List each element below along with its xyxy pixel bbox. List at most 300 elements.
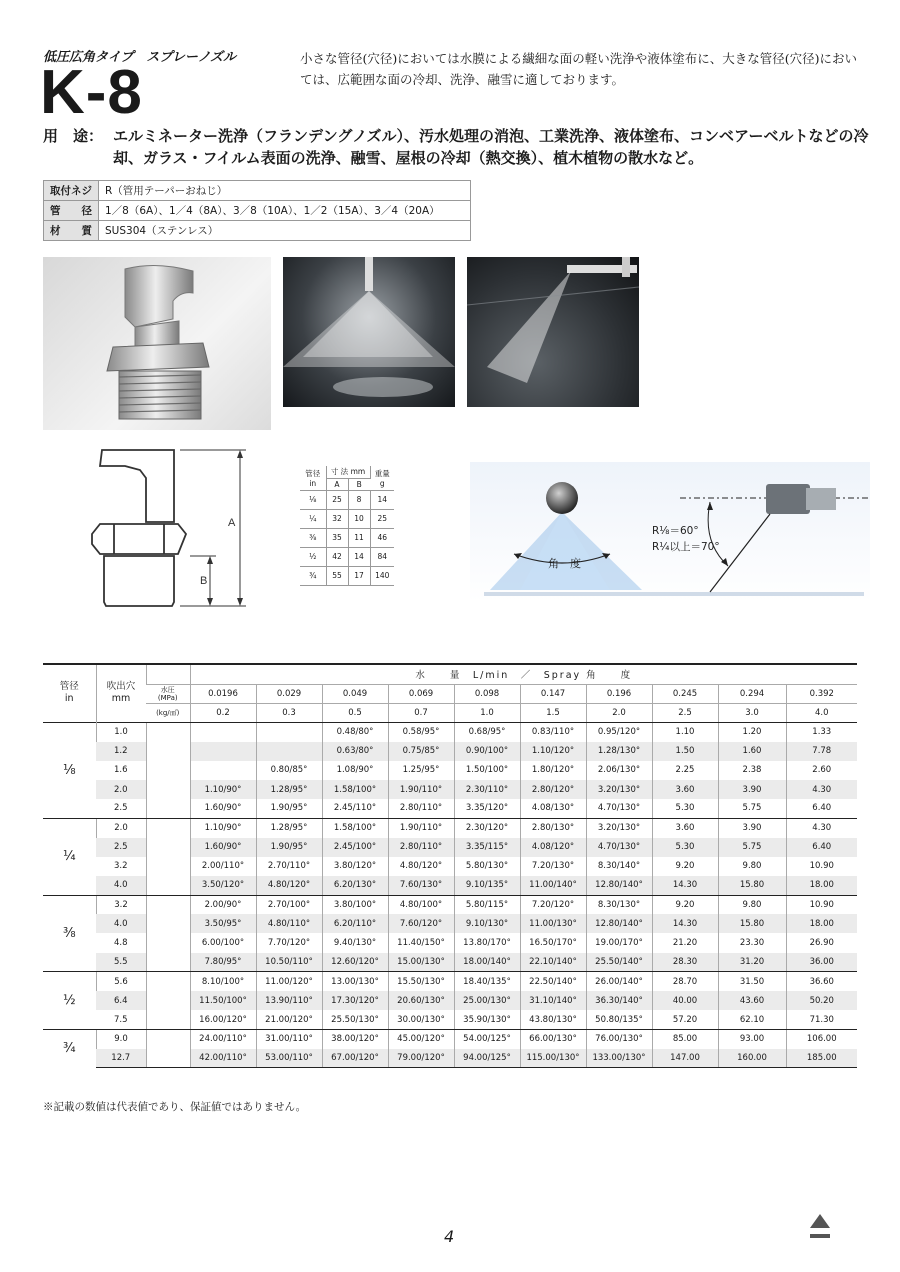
flow-value: 23.30 (718, 933, 786, 952)
flow-value: 4.30 (786, 780, 857, 799)
flow-value: 13.80/170° (454, 933, 520, 952)
flow-value: 3.60 (652, 780, 718, 799)
flow-value: 43.60 (718, 991, 786, 1010)
flow-value: 133.00/130° (586, 1049, 652, 1068)
spec-row (44, 201, 471, 221)
pressure-kg-cell: 2.0 (586, 703, 652, 722)
flow-value: 1.08/90° (322, 761, 388, 780)
flow-value: 106.00 (786, 1029, 857, 1048)
flow-value: 22.50/140° (520, 972, 586, 991)
flow-value: 18.40/135° (454, 972, 520, 991)
flow-value: 36.00 (786, 953, 857, 972)
dimension-row (300, 566, 394, 585)
flow-value: 3.50/95° (190, 914, 256, 933)
disclaimer-note: ※記載の数値は代表値であり、保証値ではありません。 (43, 1101, 307, 1113)
flow-value: 5.80/115° (454, 895, 520, 914)
pressure-mpa-cell: 0.049 (322, 684, 388, 703)
flow-value: 3.80/100° (322, 895, 388, 914)
spray-angle-illustration (470, 462, 870, 602)
dimension-a: 25 (326, 490, 348, 509)
flow-value: 8.30/140° (586, 857, 652, 876)
flow-row (43, 818, 857, 837)
dimension-weight: 140 (370, 566, 394, 585)
nozzle-photo (43, 257, 271, 430)
dimension-weight: 14 (370, 490, 394, 509)
flow-value: 6.00/100° (190, 933, 256, 952)
flow-value: 79.00/120° (388, 1049, 454, 1068)
spray-angle-label: 角 度 (548, 557, 581, 570)
usage-text: エルミネーター洗浄（フランデングノズル）、汚水処理の消泡、工業洗浄、液体塗布、コンベアーベルトなどの冷却、ガラス・フイルム表面の洗浄、融雪、屋根の冷却（熱交換）、植木植物の散水など。 (113, 127, 869, 167)
pressure-kg-cell: 2.5 (652, 703, 718, 722)
flow-orifice: 1.6 (113, 765, 128, 776)
flow-pipe-size: ¼ (43, 818, 96, 895)
flow-value: 28.30 (652, 953, 718, 972)
flow-value: 53.00/110° (256, 1049, 322, 1068)
flow-value: 35.90/130° (454, 1010, 520, 1029)
flow-row (43, 722, 857, 741)
flow-value: 5.30 (652, 838, 718, 857)
dimension-header-a: A (326, 478, 348, 490)
flow-value: 13.00/130° (322, 972, 388, 991)
flow-header-title: 水 量 L/min ／ Spray 角 度 (190, 664, 857, 684)
flow-orifice: 2.0 (96, 818, 146, 837)
dimension-header-size: 寸 法 mm (326, 466, 370, 478)
flow-gap-cell (146, 972, 190, 991)
flow-value: 7.80/95° (190, 953, 256, 972)
flow-value: 7.20/120° (520, 895, 586, 914)
flow-value: 0.90/100° (454, 742, 520, 761)
flow-value: 31.10/140° (520, 991, 586, 1010)
pressure-kg-cell: 1.5 (520, 703, 586, 722)
flow-gap-cell (146, 991, 190, 1010)
flow-value: 21.20 (652, 933, 718, 952)
flow-value: 16.00/120° (190, 1010, 256, 1029)
flow-value: 0.83/110° (520, 722, 586, 741)
flow-value: 40.00 (652, 991, 718, 1010)
flow-value: 11.00/130° (520, 914, 586, 933)
flow-value: 11.40/150° (388, 933, 454, 952)
dimension-row (300, 547, 394, 566)
product-subtitle: 低圧広角タイプ スプレーノズル (43, 50, 237, 65)
flow-value: 6.40 (786, 838, 857, 857)
dimension-b: 17 (348, 566, 370, 585)
flow-value: 1.90/110° (388, 780, 454, 799)
flow-gap-cell (146, 780, 190, 799)
flow-orifice: 2.0 (96, 780, 146, 799)
flow-value: 43.80/130° (520, 1010, 586, 1029)
spray-front-illustration (283, 257, 455, 407)
flow-gap-cell (146, 818, 190, 837)
dimension-row (300, 528, 394, 547)
flow-value: 2.60 (786, 761, 857, 780)
flow-value: 11.00/120° (256, 972, 322, 991)
flow-value: 2.06/130° (586, 761, 652, 780)
flow-value: 1.60/90° (190, 799, 256, 818)
flow-row (43, 1029, 857, 1048)
flow-value: 2.80/130° (520, 818, 586, 837)
flow-value: 19.00/170° (586, 933, 652, 952)
spec-row (44, 181, 471, 201)
flow-value: 2.80/120° (520, 780, 586, 799)
spray-side-illustration (467, 257, 639, 407)
spray-photo-front (283, 257, 455, 407)
back-to-top-icon[interactable] (808, 1212, 832, 1242)
flow-value: 12.60/120° (322, 953, 388, 972)
flow-value: 5.30 (652, 799, 718, 818)
flow-value: 93.00 (718, 1029, 786, 1048)
flow-row (43, 838, 857, 857)
flow-value: 7.60/120° (388, 914, 454, 933)
flow-value: 2.45/110° (322, 799, 388, 818)
flow-value: 9.20 (652, 857, 718, 876)
flow-value: 1.80/120° (520, 761, 586, 780)
dimension-a-label: A (228, 517, 236, 529)
flow-value: 1.58/100° (322, 818, 388, 837)
dimension-a: 42 (326, 547, 348, 566)
flow-value: 1.20 (718, 722, 786, 741)
flow-value: 4.80/110° (256, 914, 322, 933)
nozzle-illustration (43, 257, 271, 430)
flow-orifice: 6.4 (96, 991, 146, 1010)
flow-value (190, 722, 256, 741)
flow-value (256, 742, 322, 761)
flow-value: 21.00/120° (256, 1010, 322, 1029)
flow-value: 66.00/130° (520, 1029, 586, 1048)
flow-value: 0.75/85° (388, 742, 454, 761)
pressure-kg-cell: 0.5 (322, 703, 388, 722)
flow-row (43, 953, 857, 972)
flow-value: 3.60 (652, 818, 718, 837)
usage-label: 用 途： (43, 127, 104, 145)
spray-angle-r14: R¼以上＝70° (652, 541, 720, 553)
dimension-weight: 84 (370, 547, 394, 566)
flow-value: 4.70/130° (586, 799, 652, 818)
model-number: K-8 (40, 58, 143, 127)
page-number: 4 (444, 1227, 455, 1246)
flow-value: 5.75 (718, 838, 786, 857)
flow-orifice: 1.0 (96, 722, 146, 741)
flow-value: 5.80/130° (454, 857, 520, 876)
usage-section (43, 125, 873, 169)
flow-value: 12.80/140° (586, 876, 652, 895)
flow-value: 9.80 (718, 857, 786, 876)
flow-orifice: 4.8 (113, 938, 128, 949)
flow-value: 13.90/110° (256, 991, 322, 1010)
flow-value: 16.50/170° (520, 933, 586, 952)
flow-header-mpa-row (43, 684, 857, 703)
flow-value: 3.50/120° (190, 876, 256, 895)
flow-orifice: 1.2 (96, 742, 146, 761)
dimension-pipe: ¾ (300, 566, 326, 585)
flow-value: 7.60/130° (388, 876, 454, 895)
pressure-kg-cell: 3.0 (718, 703, 786, 722)
flow-value: 1.28/130° (586, 742, 652, 761)
flow-value: 8.10/100° (190, 972, 256, 991)
dimension-row (300, 509, 394, 528)
flow-value: 85.00 (652, 1029, 718, 1048)
flow-value: 2.30/120° (454, 818, 520, 837)
flow-value: 160.00 (718, 1049, 786, 1068)
flow-value (190, 742, 256, 761)
flow-value: 4.08/130° (520, 799, 586, 818)
flow-gap-cell (146, 838, 190, 857)
flow-value: 9.80 (718, 895, 786, 914)
flow-value: 9.40/130° (322, 933, 388, 952)
flow-value: 28.70 (652, 972, 718, 991)
flow-gap-cell (146, 857, 190, 876)
spec-value: 1／8（6A）、1／4（8A）、3／8（10A）、1／2（15A）、3／4（20A） (99, 201, 471, 221)
spray-angle-diagram (470, 462, 870, 602)
flow-value: 1.28/95° (256, 818, 322, 837)
flow-value: 57.20 (652, 1010, 718, 1029)
flow-value: 15.80 (718, 876, 786, 895)
flow-orifice: 2.5 (96, 838, 146, 857)
flow-value: 1.33 (786, 722, 857, 741)
dimension-b: 10 (348, 509, 370, 528)
flow-row (43, 1010, 857, 1029)
flow-value: 2.70/110° (256, 857, 322, 876)
flow-value: 45.00/120° (388, 1029, 454, 1048)
dimension-b: 14 (348, 547, 370, 566)
flow-value: 1.50/100° (454, 761, 520, 780)
flow-value: 1.10 (652, 722, 718, 741)
flow-value: 25.50/140° (586, 953, 652, 972)
flow-value: 18.00 (786, 876, 857, 895)
flow-gap-cell (146, 722, 190, 741)
dimension-b: 11 (348, 528, 370, 547)
flow-value: 4.30 (786, 818, 857, 837)
pressure-mpa-cell: 0.245 (652, 684, 718, 703)
flow-value: 30.00/130° (388, 1010, 454, 1029)
flow-orifice: 9.0 (96, 1029, 146, 1048)
flow-value: 0.95/120° (586, 722, 652, 741)
flow-value: 4.80/120° (256, 876, 322, 895)
flow-value: 22.10/140° (520, 953, 586, 972)
flow-pipe-size: ⅜ (43, 895, 96, 972)
dimension-header-pipe: 管径 in (300, 466, 326, 490)
flow-orifice: 5.6 (96, 972, 146, 991)
flow-value: 1.90/95° (256, 838, 322, 857)
flow-row (43, 914, 857, 933)
flow-gap-cell (146, 1029, 190, 1048)
pressure-mpa-cell: 0.098 (454, 684, 520, 703)
dimension-b-label: B (200, 575, 208, 587)
flow-value: 54.00/125° (454, 1029, 520, 1048)
flow-value: 1.90/110° (388, 818, 454, 837)
flow-value: 2.00/90° (190, 895, 256, 914)
pressure-kg-cell: 1.0 (454, 703, 520, 722)
dimension-header-b: B (348, 478, 370, 490)
spray-angle-r18: R⅛＝60° (652, 525, 699, 537)
pressure-kg-cell: 0.7 (388, 703, 454, 722)
flow-value: 10.90 (786, 895, 857, 914)
dimension-pipe: ¼ (300, 509, 326, 528)
pressure-mpa-cell: 0.196 (586, 684, 652, 703)
flow-pipe-size: ¾ (43, 1029, 96, 1067)
flow-value: 9.10/130° (454, 914, 520, 933)
flow-value: 0.80/85° (256, 761, 322, 780)
flow-value: 25.00/130° (454, 991, 520, 1010)
flow-value: 1.10/120° (520, 742, 586, 761)
flow-value: 17.30/120° (322, 991, 388, 1010)
pressure-kg-cell: 0.2 (190, 703, 256, 722)
flow-value: 31.20 (718, 953, 786, 972)
dimension-weight: 46 (370, 528, 394, 547)
flow-gap-cell (146, 953, 190, 972)
flow-pipe-size: ½ (43, 972, 96, 1030)
flow-value: 3.20/130° (586, 780, 652, 799)
flow-value: 8.30/130° (586, 895, 652, 914)
flow-value: 4.80/100° (388, 895, 454, 914)
flow-value: 1.28/95° (256, 780, 322, 799)
dimension-pipe: ⅛ (300, 490, 326, 509)
flow-row (43, 972, 857, 991)
flow-value: 1.10/90° (190, 818, 256, 837)
flow-gap-cell (146, 895, 190, 914)
flow-value: 1.25/95° (388, 761, 454, 780)
flow-value: 7.20/130° (520, 857, 586, 876)
flow-row (43, 742, 857, 761)
flow-value: 2.80/110° (388, 799, 454, 818)
flow-value: 5.75 (718, 799, 786, 818)
flow-row (43, 1049, 857, 1068)
pressure-mpa-cell: 0.0196 (190, 684, 256, 703)
dimension-header-row (300, 466, 394, 478)
flow-value: 25.50/130° (322, 1010, 388, 1029)
dimension-a: 32 (326, 509, 348, 528)
flow-value: 1.90/95° (256, 799, 322, 818)
flow-value: 18.00 (786, 914, 857, 933)
flow-value: 4.80/120° (388, 857, 454, 876)
flow-value: 185.00 (786, 1049, 857, 1068)
flow-value: 12.80/140° (586, 914, 652, 933)
flow-value: 2.00/110° (190, 857, 256, 876)
flow-value: 3.90 (718, 818, 786, 837)
pressure-kg-cell: 4.0 (786, 703, 857, 722)
flow-gap-cell (146, 876, 190, 895)
flow-value: 76.00/130° (586, 1029, 652, 1048)
flow-value: 50.20 (786, 991, 857, 1010)
dimension-pipe: ⅜ (300, 528, 326, 547)
flow-value: 3.35/120° (454, 799, 520, 818)
flow-value: 2.38 (718, 761, 786, 780)
spec-table (43, 180, 471, 241)
flow-value (256, 722, 322, 741)
flow-value: 18.00/140° (454, 953, 520, 972)
flow-header-mpa: 水圧 (MPa) (146, 684, 190, 703)
flow-value: 14.30 (652, 876, 718, 895)
spec-value: R（管用テーパーおねじ） (99, 181, 471, 201)
flow-value: 3.20/130° (586, 818, 652, 837)
dimension-table (300, 466, 394, 586)
flow-value: 71.30 (786, 1010, 857, 1029)
flow-orifice: 2.5 (96, 799, 146, 818)
flow-value: 4.70/130° (586, 838, 652, 857)
flow-value: 9.20 (652, 895, 718, 914)
flow-value: 10.90 (786, 857, 857, 876)
flow-value: 6.20/110° (322, 914, 388, 933)
flow-gap-cell (146, 742, 190, 761)
flow-value: 14.30 (652, 914, 718, 933)
flow-gap-cell (146, 1049, 190, 1068)
flow-value: 7.78 (786, 742, 857, 761)
flow-value: 31.00/110° (256, 1029, 322, 1048)
spec-row (44, 221, 471, 241)
dimension-weight: 25 (370, 509, 394, 528)
flow-orifice: 3.2 (113, 861, 128, 872)
flow-value: 62.10 (718, 1010, 786, 1029)
flow-value: 1.10/90° (190, 780, 256, 799)
dimension-a: 35 (326, 528, 348, 547)
flow-pipe-size: ⅛ (43, 722, 96, 818)
flow-value: 1.58/100° (322, 780, 388, 799)
pressure-kg-cell: 0.3 (256, 703, 322, 722)
flow-value (190, 761, 256, 780)
dimension-pipe: ½ (300, 547, 326, 566)
flow-value: 50.80/135° (586, 1010, 652, 1029)
flow-value: 67.00/120° (322, 1049, 388, 1068)
flow-value: 3.90 (718, 780, 786, 799)
flow-rate-body (43, 722, 857, 1067)
flow-value: 11.50/100° (190, 991, 256, 1010)
flow-value: 3.35/115° (454, 838, 520, 857)
flow-value: 0.68/95° (454, 722, 520, 741)
flow-value: 115.00/130° (520, 1049, 586, 1068)
flow-row (43, 991, 857, 1010)
flow-value: 0.48/80° (322, 722, 388, 741)
pressure-mpa-cell: 0.392 (786, 684, 857, 703)
flow-gap-cell (146, 914, 190, 933)
flow-value: 26.00/140° (586, 972, 652, 991)
flow-value: 15.80 (718, 914, 786, 933)
pressure-mpa-cell: 0.029 (256, 684, 322, 703)
flow-gap-cell (146, 761, 190, 780)
flow-value: 31.50 (718, 972, 786, 991)
flow-row (43, 876, 857, 895)
flow-value: 6.20/130° (322, 876, 388, 895)
flow-value: 36.30/140° (586, 991, 652, 1010)
flow-gap-cell (146, 1010, 190, 1029)
flow-value: 36.60 (786, 972, 857, 991)
flow-row (43, 780, 857, 799)
flow-row (43, 895, 857, 914)
flow-value: 26.90 (786, 933, 857, 952)
flow-value: 2.30/110° (454, 780, 520, 799)
flow-value: 6.40 (786, 799, 857, 818)
dimension-a: 55 (326, 566, 348, 585)
flow-value: 2.80/110° (388, 838, 454, 857)
flow-rate-table (43, 663, 857, 1068)
flow-value: 10.50/110° (256, 953, 322, 972)
flow-header-kg: (kg/㎠) (146, 703, 190, 722)
flow-value: 1.60/90° (190, 838, 256, 857)
pressure-mpa-cell: 0.069 (388, 684, 454, 703)
flow-value: 20.60/130° (388, 991, 454, 1010)
flow-value: 24.00/110° (190, 1029, 256, 1048)
flow-value: 4.08/120° (520, 838, 586, 857)
flow-orifice: 4.0 (96, 876, 146, 895)
flow-value: 42.00/110° (190, 1049, 256, 1068)
flow-value: 7.70/120° (256, 933, 322, 952)
nozzle-drawing (80, 440, 260, 615)
flow-value: 3.80/120° (322, 857, 388, 876)
flow-value: 1.50 (652, 742, 718, 761)
dimension-b: 8 (348, 490, 370, 509)
flow-orifice: 5.5 (96, 953, 146, 972)
spray-photo-side (467, 257, 639, 407)
flow-value: 11.00/140° (520, 876, 586, 895)
flow-header-pipe: 管径 in (43, 664, 96, 722)
